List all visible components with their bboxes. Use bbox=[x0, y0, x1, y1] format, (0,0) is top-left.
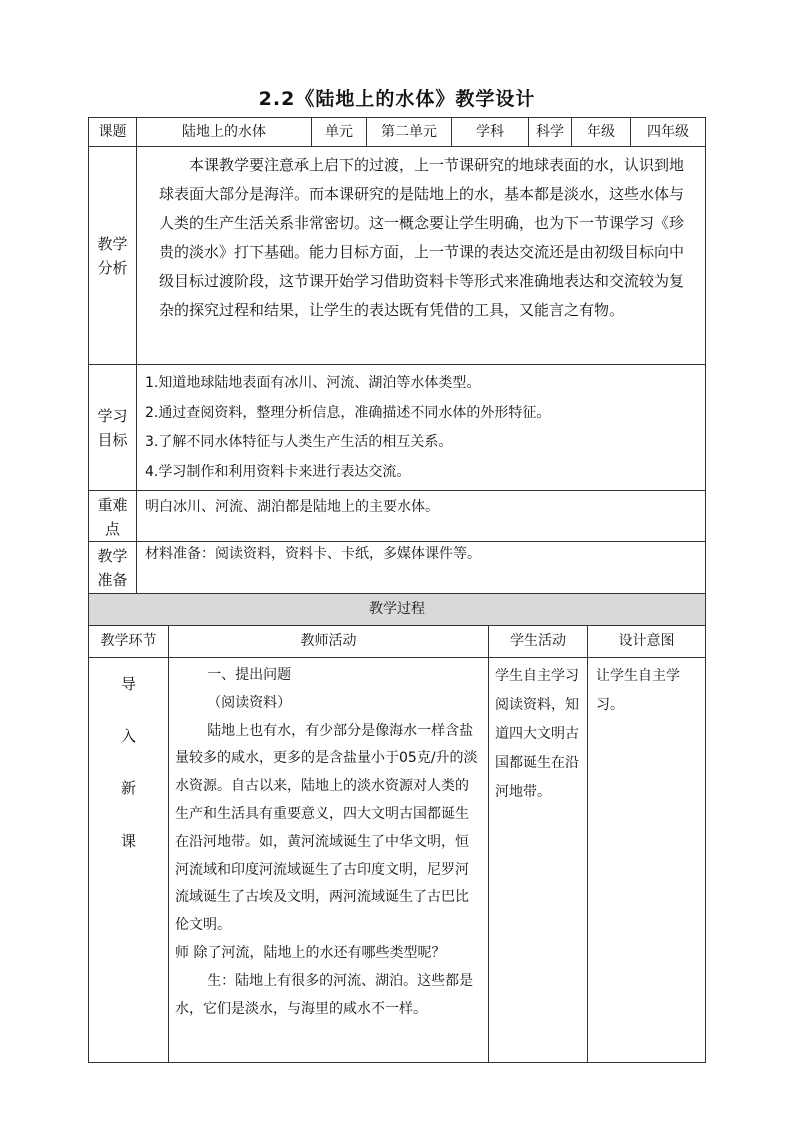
key-points-text: 明白冰川、河流、湖泊都是陆地上的主要水体。 bbox=[136, 490, 706, 542]
col-student-header: 学生活动 bbox=[488, 625, 588, 658]
stage-cell bbox=[88, 657, 169, 1063]
preparation-label-line1: 教学 bbox=[97, 547, 128, 565]
analysis-label-line1: 教学 bbox=[97, 234, 128, 253]
goals-list bbox=[136, 364, 706, 491]
goals-label bbox=[88, 364, 137, 491]
key-points-label-line2: 点 bbox=[104, 520, 120, 538]
teacher-activity-cell bbox=[168, 657, 489, 1063]
subject-value: 科学 bbox=[528, 117, 572, 147]
analysis-label bbox=[88, 146, 137, 365]
teacher-line-4: 师 除了河流，陆地上的水还有哪些类型呢？ bbox=[175, 944, 446, 961]
goal-item-1: 1.知道地球陆地表面有冰川、河流、湖泊等水体类型。 bbox=[145, 375, 481, 391]
stage-char-2: 入 bbox=[120, 727, 136, 745]
goal-item-4: 4.学习制作和利用资料卡来进行表达交流。 bbox=[145, 463, 411, 480]
teacher-line-2: （阅读资料） bbox=[207, 694, 292, 711]
col-teacher-header: 教师活动 bbox=[168, 625, 489, 658]
process-banner: 教学过程 bbox=[88, 593, 706, 626]
subject-label: 学科 bbox=[451, 117, 529, 147]
preparation-text: 材料准备：阅读资料，资料卡、卡纸，多媒体课件等。 bbox=[136, 541, 706, 594]
goals-label-line2: 目标 bbox=[97, 430, 128, 449]
grade-label: 年级 bbox=[571, 117, 631, 147]
teacher-line-5: 生：陆地上有很多的河流、湖泊。这些都是水，它们是淡水，与海里的咸水不一样。 bbox=[175, 972, 474, 1017]
stage-char-1: 导 bbox=[120, 675, 136, 693]
stage-char-3: 新 bbox=[120, 779, 136, 797]
design-intent-text: 让学生自主学习。 bbox=[587, 657, 706, 1063]
key-points-label bbox=[88, 490, 137, 542]
preparation-label bbox=[88, 541, 137, 594]
topic-label: 课题 bbox=[88, 117, 137, 147]
analysis-text-cell bbox=[136, 146, 706, 365]
grade-value: 四年级 bbox=[630, 117, 706, 147]
preparation-label-line2: 准备 bbox=[97, 571, 128, 589]
goal-item-2: 2.通过查阅资料，整理分析信息，准确描述不同水体的外形特征。 bbox=[145, 404, 551, 421]
key-points-label-line1: 重难 bbox=[97, 496, 128, 514]
unit-value: 第二单元 bbox=[366, 117, 452, 147]
student-activity-text: 学生自主学习阅读资料，知道四大文明古国都诞生在沿河地带。 bbox=[488, 657, 588, 1063]
document-title: 2.2《陆地上的水体》教学设计 bbox=[258, 88, 536, 110]
goal-item-3: 3.了解不同水体特征与人类生产生活的相互关系。 bbox=[145, 434, 453, 450]
stage-char-4: 课 bbox=[120, 832, 136, 850]
col-intent-header: 设计意图 bbox=[587, 625, 706, 658]
col-stage-header: 教学环节 bbox=[88, 625, 169, 658]
analysis-text: 本课教学要注意承上启下的过渡，上一节课研究的地球表面的水，认识到地球表面大部分是海洋。而本课研究的是陆地上的水，基本都是淡水，这些水体与人类的生产生活关系非常密切。这一概念要让学生明确，也为下一节课学习《珍贵的淡水》打下基础。能力目标方面，上一节课的表达交流还是由初级目标向中级目标过渡阶段，这节课开始学习借助资料卡等形式来准确地表达和交流较为复杂的探究过程和结果，让学生的表达既有凭借的工具，又能言之有物。 bbox=[159, 156, 685, 319]
unit-label: 单元 bbox=[311, 117, 367, 147]
analysis-label-line2: 分析 bbox=[97, 258, 128, 277]
teacher-line-1: 一、提出问题 bbox=[207, 667, 292, 683]
teacher-line-3: 陆地上也有水，有少部分是像海水一样含盐量较多的咸水，更多的是含盐量小于05克/升的淡水资源。自古以来，陆地上的淡水资源对人类的生产和生活具有重要意义，四大文明古国都诞生在沿河地带。如，黄河流域诞生了中华文明，恒河流域和印度河流域诞生了古印度文明，尼罗河流域诞生了古埃及文明，两河流域诞生了古巴比伦文明。 bbox=[175, 722, 478, 934]
topic-value: 陆地上的水体 bbox=[136, 117, 312, 147]
goals-label-line1: 学习 bbox=[97, 406, 128, 425]
